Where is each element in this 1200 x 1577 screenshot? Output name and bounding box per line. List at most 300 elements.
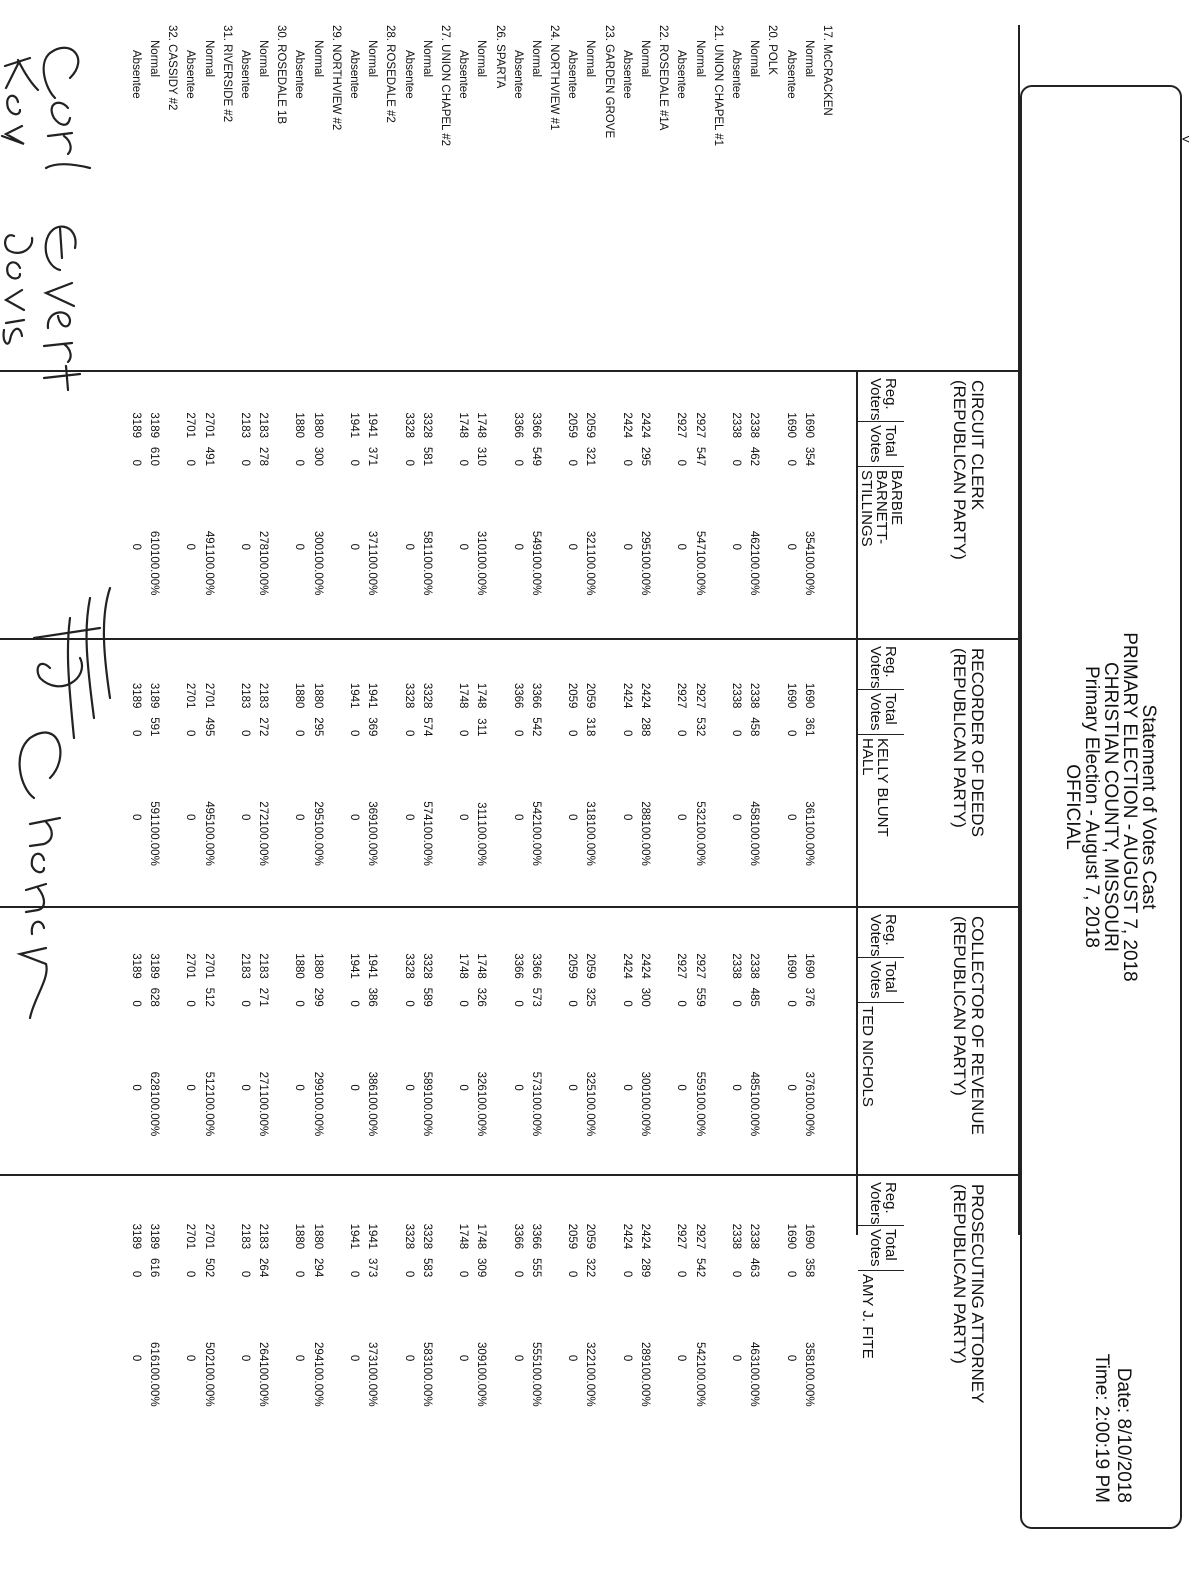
reg-voters-cell: 3189 <box>147 1223 160 1250</box>
table-row <box>199 25 217 1422</box>
reg-voters-cell: 1690 <box>802 682 815 709</box>
percent-cell: 100.00% <box>584 550 597 596</box>
reg-voters-cell: 1690 <box>784 412 797 438</box>
reg-voters-cell: 1748 <box>475 682 488 709</box>
reg-voters-cell: 2424 <box>639 1223 652 1250</box>
reg-voters-cell: 1748 <box>475 953 488 979</box>
total-votes-cell: 0 <box>184 730 197 737</box>
percent-cell <box>236 1091 254 1136</box>
reg-voters-cell: 2701 <box>202 412 215 438</box>
candidate-votes-cell: 616 <box>147 1342 160 1362</box>
reg-voters-cell: 2059 <box>584 682 597 709</box>
candidate-votes-cell: 386 <box>366 1071 379 1091</box>
reg-voters-cell: 2927 <box>675 412 688 438</box>
percent-cell: 100.00% <box>147 550 160 596</box>
candidate-votes-cell: 354 <box>802 530 815 550</box>
table-row <box>800 25 818 1422</box>
reg-voters-cell: 1748 <box>457 682 470 709</box>
election-date-line: Primary Election - August 7, 2018 <box>1081 666 1102 948</box>
total-votes-cell: 0 <box>402 1000 415 1007</box>
reg-voters-cell: 3189 <box>147 953 160 979</box>
percent-cell: 100.00% <box>584 1090 597 1137</box>
candidate-votes-cell: 318 <box>584 801 597 821</box>
candidate-votes-cell: 574 <box>420 801 433 821</box>
candidate-votes-cell: 0 <box>402 543 415 550</box>
table-row <box>527 25 545 1422</box>
candidate-votes-cell: 321 <box>584 530 597 550</box>
table-row <box>691 25 709 1422</box>
reg-voters-cell: 2183 <box>257 1223 270 1250</box>
percent-cell: 100.00% <box>802 820 815 866</box>
candidate-votes-cell: 0 <box>293 1084 306 1091</box>
total-votes-cell: 581 <box>420 446 433 466</box>
table-row <box>727 25 745 1422</box>
reg-voters-cell: 3366 <box>529 953 542 979</box>
reg-voters-cell: 1748 <box>475 412 488 438</box>
total-votes-cell: 0 <box>402 1270 415 1278</box>
precinct-name: 20. POLK <box>766 25 779 75</box>
precinct-row <box>381 25 399 1422</box>
total-votes-cell: 361 <box>802 717 815 737</box>
table-row <box>309 25 327 1422</box>
total-votes-cell: 0 <box>729 730 742 737</box>
top-rule <box>1018 25 1020 1235</box>
row-label: Normal <box>366 40 379 78</box>
percent-cell: 100.00% <box>420 820 433 866</box>
total-votes-cell: 0 <box>566 730 579 737</box>
total-votes-cell: 591 <box>147 717 160 737</box>
precinct-row <box>654 25 672 1422</box>
candidate-votes-cell: 0 <box>238 1084 251 1091</box>
percent-cell <box>181 820 199 865</box>
row-label: Absentee <box>620 50 633 99</box>
precinct-name: 22. ROSEDALE #1A <box>657 25 670 131</box>
percent-cell <box>672 1361 690 1406</box>
percent-cell: 100.00% <box>420 1361 433 1407</box>
total-votes-cell: 0 <box>293 730 306 737</box>
total-votes-cell: 0 <box>784 459 797 466</box>
candidate-votes-cell: 369 <box>366 801 379 821</box>
signature-kay-davis <box>2 58 38 344</box>
row-label: Absentee <box>675 50 688 99</box>
candidate-votes-cell: 299 <box>311 1071 324 1091</box>
candidate-votes-cell: 0 <box>620 543 633 550</box>
reg-voters-cell: 1880 <box>311 412 324 438</box>
candidate-votes-cell: 549 <box>529 530 542 550</box>
total-votes-cell: 373 <box>366 1258 379 1278</box>
percent-cell: 100.00% <box>202 550 215 596</box>
precinct-row <box>709 25 727 1422</box>
percent-cell: 100.00% <box>257 820 270 866</box>
total-votes-label: Total Votes <box>867 425 899 463</box>
row-label: Normal <box>639 40 652 78</box>
candidate-votes-cell: 0 <box>566 543 579 550</box>
table-row <box>672 25 690 1422</box>
percent-cell: 100.00% <box>366 1090 379 1137</box>
percent-cell: 100.00% <box>639 1361 652 1407</box>
candidate-votes-cell: 0 <box>348 1354 361 1362</box>
precinct-row <box>163 25 181 1422</box>
candidate-votes-cell: 309 <box>475 1342 488 1362</box>
reg-voters-cell: 1748 <box>457 412 470 438</box>
candidate-votes-cell: 542 <box>693 1342 706 1362</box>
total-votes-cell: 272 <box>257 717 270 737</box>
reg-voters-cell: 2183 <box>238 682 251 709</box>
candidate-label-blunt-hall: KELLY BLUNT HALL <box>859 738 891 837</box>
percent-cell: 100.00% <box>366 1361 379 1407</box>
percent-cell: 100.00% <box>748 1090 761 1137</box>
total-votes-cell: 0 <box>620 1270 633 1278</box>
percent-cell: 100.00% <box>475 1361 488 1407</box>
reg-voters-cell: 3366 <box>511 412 524 438</box>
row-label: Absentee <box>238 50 251 99</box>
percent-cell <box>727 1361 745 1406</box>
total-votes-cell: 358 <box>802 1258 815 1278</box>
total-votes-cell: 278 <box>257 446 270 466</box>
candidate-votes-cell: 300 <box>639 1071 652 1091</box>
total-votes-cell: 0 <box>457 1270 470 1278</box>
table-row <box>345 25 363 1422</box>
candidate-votes-cell: 271 <box>257 1071 270 1091</box>
total-votes-cell: 0 <box>238 730 251 737</box>
percent-cell: 100.00% <box>420 550 433 596</box>
candidate-votes-cell: 458 <box>748 801 761 821</box>
candidate-votes-cell: 491 <box>202 530 215 550</box>
reg-voters-cell: 3366 <box>511 1223 524 1250</box>
total-votes-cell: 0 <box>293 1270 306 1278</box>
reg-voters-cell: 2183 <box>257 953 270 979</box>
table-row <box>472 25 490 1422</box>
row-label: Normal <box>748 40 761 78</box>
table-row <box>745 25 763 1422</box>
total-votes-cell: 0 <box>729 1000 742 1007</box>
total-votes-cell: 0 <box>729 1270 742 1278</box>
percent-cell: 100.00% <box>748 1361 761 1407</box>
candidate-votes-cell: 0 <box>402 814 415 821</box>
total-votes-cell: 462 <box>748 446 761 466</box>
total-votes-cell: 555 <box>529 1258 542 1278</box>
candidate-votes-cell: 0 <box>729 1354 742 1362</box>
official-label: OFFICIAL <box>1062 764 1083 850</box>
percent-cell: 100.00% <box>475 1090 488 1137</box>
report-time: Time: 2:00:19 PM <box>1091 1353 1112 1503</box>
candidate-votes-cell: 0 <box>511 1354 524 1362</box>
candidate-votes-cell: 591 <box>147 801 160 821</box>
candidate-votes-cell: 0 <box>620 1084 633 1091</box>
candidate-votes-cell: 288 <box>639 801 652 821</box>
reg-voters-cell: 2183 <box>238 412 251 438</box>
total-votes-cell: 295 <box>311 717 324 737</box>
reg-voters-cell: 1748 <box>457 1223 470 1250</box>
precinct-name: 31. RIVERSIDE #2 <box>220 25 233 123</box>
percent-cell <box>181 1361 199 1406</box>
total-votes-cell: 0 <box>566 1000 579 1007</box>
candidate-votes-cell: 532 <box>693 801 706 821</box>
percent-cell <box>345 1091 363 1136</box>
percent-cell <box>781 1091 799 1136</box>
candidate-votes-cell: 0 <box>184 1084 197 1091</box>
precinct-row <box>490 25 508 1422</box>
percent-cell <box>290 1091 308 1136</box>
reg-voters-cell: 2059 <box>566 682 579 709</box>
table-row <box>454 25 472 1422</box>
percent-cell <box>781 1361 799 1406</box>
candidate-votes-cell: 0 <box>238 1354 251 1362</box>
total-votes-cell: 0 <box>511 1270 524 1278</box>
candidate-votes-cell: 0 <box>457 814 470 821</box>
percent-cell <box>236 820 254 865</box>
total-votes-cell: 321 <box>584 446 597 466</box>
reg-voters-cell: 3189 <box>129 682 142 709</box>
candidate-votes-cell: 0 <box>293 543 306 550</box>
reg-voters-cell: 2701 <box>202 682 215 709</box>
percent-cell: 100.00% <box>693 820 706 866</box>
total-votes-cell: 300 <box>639 987 652 1007</box>
candidate-votes-cell: 610 <box>147 530 160 550</box>
precinct-name: 27. UNION CHAPEL #2 <box>438 25 451 147</box>
total-votes-cell: 271 <box>257 987 270 1007</box>
reg-voters-cell: 2424 <box>620 953 633 979</box>
reg-voters-cell: 2927 <box>675 682 688 709</box>
candidate-votes-cell: 264 <box>257 1342 270 1362</box>
county-name: CHRISTIAN COUNTY, MISSOURI <box>1100 662 1121 952</box>
total-votes-cell: 573 <box>529 987 542 1007</box>
candidate-votes-cell: 0 <box>348 814 361 821</box>
reg-voters-cell: 1748 <box>475 1223 488 1250</box>
candidate-votes-cell: 463 <box>748 1342 761 1362</box>
total-votes-label: Total Votes <box>867 961 899 999</box>
total-votes-cell: 294 <box>311 1258 324 1278</box>
percent-cell <box>618 1091 636 1136</box>
percent-cell: 100.00% <box>529 1090 542 1137</box>
percent-cell <box>290 550 308 595</box>
candidate-label-barnett-stillings: BARBIE BARNETT- STILLINGS <box>858 470 905 547</box>
total-votes-cell: 0 <box>238 1000 251 1007</box>
candidate-label-nichols: TED NICHOLS <box>859 1006 876 1107</box>
candidate-votes-cell: 0 <box>566 814 579 821</box>
candidate-votes-cell: 0 <box>184 543 197 550</box>
candidate-votes-cell: 0 <box>620 814 633 821</box>
candidate-votes-cell: 0 <box>457 543 470 550</box>
total-votes-cell: 371 <box>366 446 379 466</box>
reg-voters-cell: 3328 <box>420 682 433 709</box>
candidate-votes-cell: 0 <box>184 814 197 821</box>
total-votes-cell: 0 <box>238 459 251 466</box>
row-label: Absentee <box>784 50 797 99</box>
report-timestamp <box>1090 1354 1134 1503</box>
reg-voters-cell: 2701 <box>202 1223 215 1250</box>
percent-cell: 100.00% <box>311 820 324 866</box>
candidate-votes-cell: 559 <box>693 1071 706 1091</box>
percent-cell <box>345 550 363 595</box>
percent-cell <box>400 820 418 865</box>
row-label: Absentee <box>511 50 524 99</box>
precinct-row <box>327 25 345 1422</box>
reg-voters-cell: 1690 <box>802 1223 815 1250</box>
table-row <box>363 25 381 1422</box>
candidate-votes-cell: 495 <box>202 801 215 821</box>
reg-voters-cell: 3328 <box>402 412 415 438</box>
percent-cell: 100.00% <box>529 1361 542 1407</box>
percent-cell <box>618 550 636 595</box>
reg-voters-cell: 1941 <box>366 1223 379 1250</box>
percent-cell: 100.00% <box>802 1090 815 1137</box>
election-name: PRIMARY ELECTION - AUGUST 7, 2018 <box>1119 632 1140 982</box>
percent-cell <box>181 1091 199 1136</box>
candidate-votes-cell: 358 <box>802 1342 815 1362</box>
table-row <box>254 25 272 1422</box>
total-votes-cell: 0 <box>184 1000 197 1007</box>
percent-cell <box>509 550 527 595</box>
total-votes-cell: 0 <box>566 1270 579 1278</box>
table-row <box>509 25 527 1422</box>
candidate-votes-cell: 0 <box>729 1084 742 1091</box>
candidate-votes-cell: 0 <box>511 543 524 550</box>
race-header-collector-of-revenue: COLLECTOR OF REVENUE (REPUBLICAN PARTY) <box>950 916 987 1135</box>
reg-voters-cell: 2424 <box>620 412 633 438</box>
total-votes-cell: 589 <box>420 987 433 1007</box>
reg-voters-cell: 2338 <box>729 412 742 438</box>
reg-voters-cell: 1690 <box>802 953 815 979</box>
total-votes-cell: 0 <box>675 730 688 737</box>
total-votes-cell: 299 <box>311 987 324 1007</box>
reg-voters-label: Reg. Voters <box>867 378 899 421</box>
candidate-votes-cell: 573 <box>529 1071 542 1091</box>
reg-voters-cell: 2059 <box>566 1223 579 1250</box>
percent-cell: 100.00% <box>147 820 160 866</box>
percent-cell: 100.00% <box>147 1090 160 1137</box>
reg-voters-cell: 2701 <box>184 682 197 709</box>
signature-block <box>0 18 130 1418</box>
precinct-row <box>218 25 236 1422</box>
percent-cell <box>563 1361 581 1406</box>
row-label: Absentee <box>348 50 361 99</box>
candidate-votes-cell: 289 <box>639 1342 652 1362</box>
signature-carol-everett <box>44 48 90 390</box>
reg-voters-cell: 3328 <box>420 1223 433 1250</box>
reg-voters-cell: 3189 <box>147 412 160 438</box>
total-votes-cell: 0 <box>457 730 470 737</box>
table-row <box>400 25 418 1422</box>
candidate-votes-cell: 628 <box>147 1071 160 1091</box>
row-label: Normal <box>420 40 433 78</box>
reg-voters-cell: 2059 <box>566 412 579 438</box>
percent-cell: 100.00% <box>802 1361 815 1407</box>
total-votes-cell: 628 <box>147 987 160 1007</box>
candidate-votes-cell: 547 <box>693 530 706 550</box>
race-header-recorder-of-deeds: RECORDER OF DEEDS (REPUBLICAN PARTY) <box>950 648 987 837</box>
reg-voters-cell: 3328 <box>420 953 433 979</box>
reg-voters-cell: 2183 <box>257 682 270 709</box>
candidate-votes-cell: 0 <box>238 814 251 821</box>
percent-cell <box>454 1091 472 1136</box>
total-votes-cell: 309 <box>475 1258 488 1278</box>
candidate-votes-cell: 295 <box>639 530 652 550</box>
reg-voters-cell: 1941 <box>366 953 379 979</box>
percent-cell <box>672 550 690 595</box>
reg-voters-cell: 1941 <box>348 682 361 709</box>
total-votes-cell: 295 <box>639 446 652 466</box>
candidate-votes-cell: 0 <box>784 814 797 821</box>
percent-cell <box>509 1091 527 1136</box>
candidate-votes-cell: 0 <box>784 543 797 550</box>
total-votes-label: Total Votes <box>867 693 899 731</box>
signature-kelley-chapman <box>20 588 110 1018</box>
candidate-votes-cell: 555 <box>529 1342 542 1362</box>
candidate-votes-cell: 0 <box>457 1354 470 1362</box>
candidate-votes-cell: 0 <box>457 1084 470 1091</box>
reg-voters-cell: 3328 <box>402 953 415 979</box>
percent-cell: 100.00% <box>366 820 379 866</box>
percent-cell: 100.00% <box>639 550 652 596</box>
percent-cell: 100.00% <box>693 1361 706 1407</box>
table-row <box>145 25 163 1422</box>
reg-voters-cell: 2927 <box>675 953 688 979</box>
percent-cell: 100.00% <box>366 550 379 596</box>
report-title-block <box>1063 87 1158 1527</box>
reg-voters-cell: 1690 <box>784 682 797 709</box>
candidate-votes-cell: 300 <box>311 530 324 550</box>
candidate-votes-cell: 0 <box>293 1354 306 1362</box>
total-votes-cell: 0 <box>184 1270 197 1278</box>
reg-voters-cell: 3328 <box>402 682 415 709</box>
total-votes-cell: 0 <box>675 1000 688 1007</box>
reg-voters-cell: 2424 <box>620 1223 633 1250</box>
reg-voters-cell: 1941 <box>348 953 361 979</box>
percent-cell <box>345 820 363 865</box>
candidate-votes-cell: 0 <box>511 1084 524 1091</box>
candidate-votes-cell: 294 <box>311 1342 324 1362</box>
candidate-votes-cell: 589 <box>420 1071 433 1091</box>
total-votes-cell: 264 <box>257 1258 270 1278</box>
reg-voters-cell: 2424 <box>639 682 652 709</box>
reg-voters-label: Reg. Voters <box>867 646 899 689</box>
candidate-votes-cell: 0 <box>129 543 142 550</box>
percent-cell: 100.00% <box>475 820 488 866</box>
scan-mark: ˅ <box>1178 135 1194 144</box>
total-votes-cell: 0 <box>293 1000 306 1007</box>
total-votes-cell: 542 <box>529 717 542 737</box>
reg-voters-cell: 3366 <box>529 412 542 438</box>
total-votes-cell: 559 <box>693 987 706 1007</box>
reg-voters-cell: 1941 <box>366 412 379 438</box>
candidate-votes-cell: 0 <box>129 1354 142 1362</box>
precinct-row <box>272 25 290 1422</box>
reg-voters-cell: 3189 <box>129 953 142 979</box>
total-votes-cell: 574 <box>420 717 433 737</box>
total-votes-cell: 376 <box>802 987 815 1007</box>
table-row <box>781 25 799 1422</box>
table-row <box>581 25 599 1422</box>
table-row <box>618 25 636 1422</box>
candidate-votes-cell: 581 <box>420 530 433 550</box>
row-label: Absentee <box>729 50 742 99</box>
table-row <box>418 25 436 1422</box>
reg-voters-cell: 2424 <box>620 682 633 709</box>
candidate-votes-cell: 322 <box>584 1342 597 1362</box>
total-votes-cell: 495 <box>202 717 215 737</box>
percent-cell: 100.00% <box>147 1361 160 1407</box>
total-votes-cell: 485 <box>748 987 761 1007</box>
table-row <box>236 25 254 1422</box>
total-votes-cell: 0 <box>511 730 524 737</box>
total-votes-cell: 0 <box>457 459 470 466</box>
percent-cell: 100.00% <box>748 820 761 866</box>
reg-voters-label: Reg. Voters <box>867 1182 899 1225</box>
percent-cell <box>563 820 581 865</box>
total-votes-label: Total Votes <box>867 1229 899 1267</box>
reg-voters-cell: 2701 <box>202 953 215 979</box>
